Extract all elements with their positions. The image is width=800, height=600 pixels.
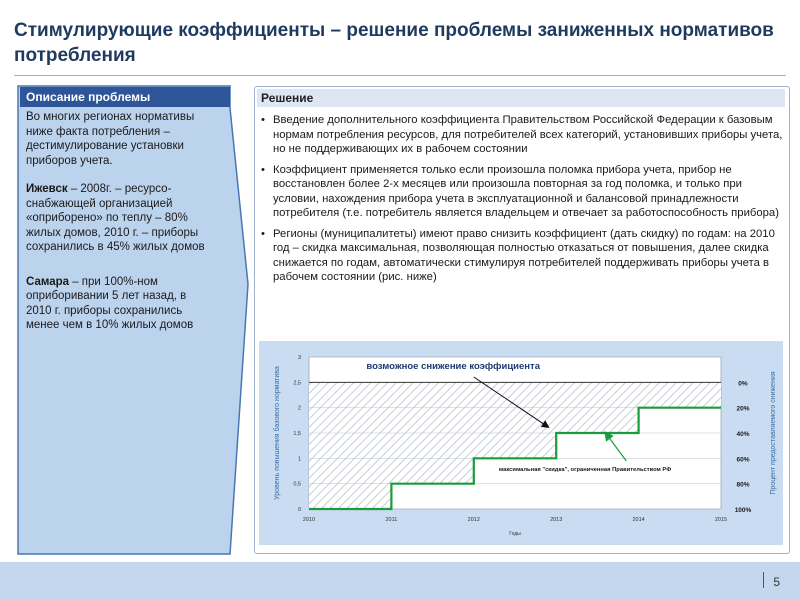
y-tick-label: 0 — [297, 507, 301, 513]
right-axis-label: 40% — [736, 431, 750, 438]
samara-paragraph — [26, 275, 214, 333]
title-divider — [14, 75, 786, 76]
footer-bar — [0, 562, 800, 600]
coefficient-chart — [259, 341, 783, 545]
annotation-bottom: максимальная "скидка", ограниченная Правительством РФ — [498, 467, 672, 473]
problem-panel-header: Описание проблемы — [20, 87, 230, 107]
y-tick-label: 0,5 — [293, 481, 301, 488]
coefficient-chart-box — [259, 341, 783, 545]
y-tick-label: 1 — [297, 456, 301, 463]
solution-panel — [254, 86, 790, 554]
right-axis-label: 20% — [736, 405, 750, 413]
right-axis-label: 60% — [736, 456, 750, 464]
right-axis-label: 100% — [734, 507, 752, 514]
problem-panel — [16, 84, 246, 554]
y-tick-label: 2 — [297, 405, 301, 412]
problem-panel-text — [26, 110, 214, 347]
page-number-separator — [763, 572, 764, 588]
solution-bullet: • Коэффициент применяется только если произошла поломка прибора учета, прибор не восстановлен более 2-х месяцев или произошла повторная за год поломка, и только при условии, нахождения прибора учета в эксплуатационной и балансовой принадлежности потребителя (т.е. потребитель является владельцем и отвечает за работоспособность прибора) — [261, 163, 779, 219]
x-tick-label: 2011 — [385, 517, 398, 523]
samara-city: Самара — [26, 275, 70, 288]
x-tick-label: 2010 — [302, 517, 316, 523]
solution-bullet: • Введение дополнительного коэффициента Правительством Российской Федерации к базовым нормам потребления ресурсов, для потребителей всех категорий, установивших приборы учета, но не поддерживающих их в рабочем состоянии — [261, 114, 783, 155]
chart-plot-area — [273, 355, 777, 537]
x-axis-title: Годы — [509, 531, 521, 537]
bullet-dot: • — [261, 114, 265, 126]
x-tick-label: 2014 — [632, 517, 645, 523]
page-number: 5 — [773, 575, 780, 589]
samara-text: – при 100%-ном оприборивании 5 лет назад, в 2010 г. приборы сохранились менее чем в 10% жилых домов — [26, 275, 194, 331]
x-tick-label: 2012 — [467, 517, 480, 523]
bullet-dot: • — [261, 227, 265, 240]
solution-panel-header: Решение — [257, 89, 785, 107]
y2-axis-title: Процент предоставляемого снижения — [770, 371, 777, 495]
slide-title: Стимулирующие коэффициенты – решение проблемы заниженных нормативов потребления — [14, 20, 774, 66]
x-tick-label: 2015 — [714, 517, 728, 523]
y-tick-label: 2,5 — [293, 380, 301, 387]
right-axis-label: 80% — [736, 481, 750, 489]
annotation-top: возможное снижение коэффициента — [366, 361, 540, 372]
solution-bullets — [261, 113, 783, 291]
izhevsk-text: – 2008г. – ресурсо-снабжающей организацией «оприборено» по теплу – 80% жилых домов, 2010 г. – приборы сохранились в 45% жилых домов — [26, 183, 205, 253]
bullet-dot: • — [261, 163, 265, 176]
y-tick-label: 1,5 — [293, 431, 301, 437]
solution-bullet: • Регионы (муниципалитеты) имеют право снизить коэффициент (дать скидку) по годам: на 2010 год – скидка максимальная, позволяющая полностью отказаться от повышения, далее скидка снижается по годам, автоматически стимулируя потребителей поддерживать приборы учета в рабочем состоянии (рис. ниже) — [261, 227, 775, 283]
y-axis-title: Уровень повышения базового норматива — [274, 366, 281, 500]
problem-intro: Во многих регионах нормативы ниже факта потребления – дестимулирование установки приборов учета. — [26, 111, 195, 167]
right-axis-label: 0% — [738, 380, 748, 388]
y-tick-label: 3 — [297, 355, 301, 361]
izhevsk-paragraph — [26, 182, 214, 255]
izhevsk-city: Ижевск — [26, 183, 68, 195]
x-tick-label: 2013 — [550, 517, 563, 523]
